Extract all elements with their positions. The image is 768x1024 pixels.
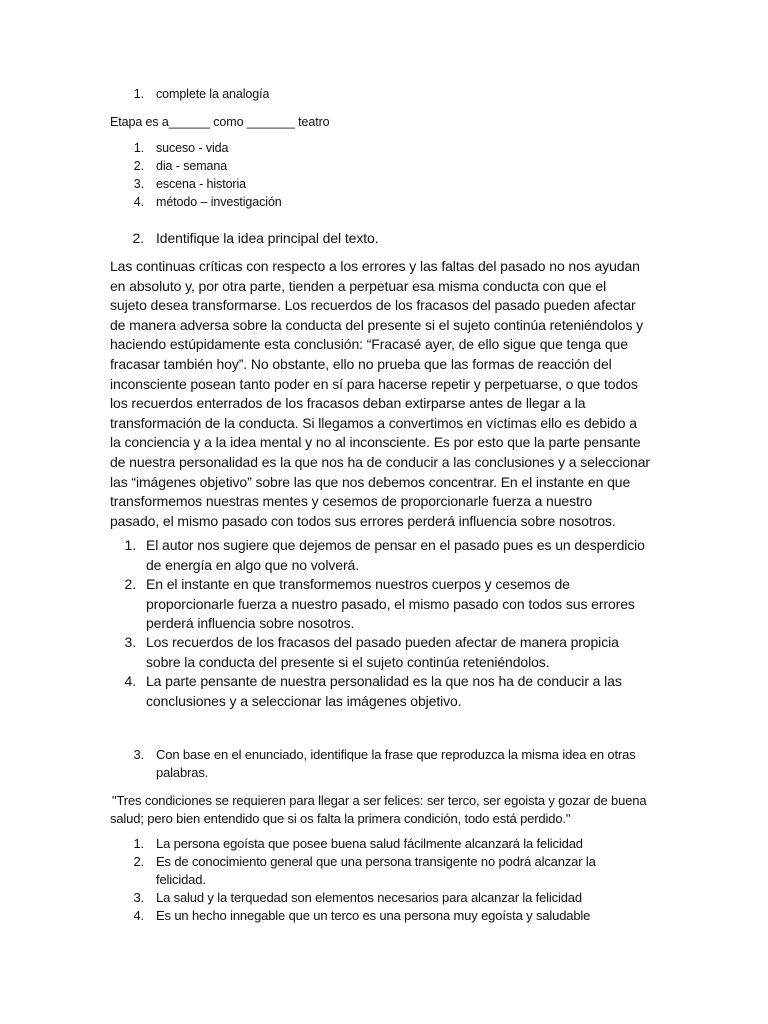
q2-option-line: proporcionarle fuerza a nuestro pasado, el mismo pasado con todos sus errores — [146, 596, 635, 612]
q3-option-number: 4. — [133, 908, 144, 923]
q2-option-number: 4. — [124, 673, 136, 689]
q2-instruction: Identifique la idea principal del texto. — [156, 230, 379, 246]
q1-option-text: dia - semana — [156, 159, 228, 173]
q1-option-number: 4. — [133, 195, 144, 209]
q1-option-number: 3. — [133, 177, 144, 191]
q2-option-line: conclusiones y a seleccionar las imágenes objetivo. — [146, 693, 462, 709]
q3-option-line: Es un hecho innegable que un terco es una persona muy egoísta y saludable — [156, 908, 591, 923]
q3-option-number: 3. — [133, 890, 144, 905]
passage-line: transformemos nuestras mentes y cesemos de proporcionarle fuerza a nuestro — [110, 493, 593, 510]
q1-option-text: suceso - vida — [156, 141, 229, 155]
q3-option-number: 2. — [133, 854, 144, 869]
q3-number: 3. — [133, 747, 144, 762]
q2-option-line: perderá influencia sobre nosotros. — [146, 615, 355, 631]
q2-option-line: La parte pensante de nuestra personalidad es la que nos ha de conducir a las — [146, 673, 622, 689]
passage-line: de manera adversa sobre la conducta del presente si el sujeto continúa reteniéndolos y — [110, 316, 644, 333]
passage-line: Las continuas críticas con respecto a los errores y las faltas del pasado no nos ayudan — [110, 258, 640, 274]
q2-option-line: Los recuerdos de los fracasos del pasado pueden afectar de manera propicia — [146, 634, 619, 650]
passage-line: sujeto desea transformarse. Los recuerdos de los fracasos del pasado pueden afectar — [110, 297, 636, 314]
passage-line: la conciencia y a la idea mental y no al inconsciente. Es por esto que la parte pensante — [110, 434, 641, 451]
q1-option-number: 1. — [133, 141, 144, 155]
q2-option-line: En el instante en que transformemos nuestros cuerpos y cesemos de — [146, 576, 570, 592]
q1-option-text: escena - historia — [156, 177, 247, 191]
q2-option-number: 2. — [124, 576, 136, 592]
q2-number: 2. — [132, 230, 144, 246]
q1-analogy: Etapa es a______ como _______ teatro — [110, 115, 330, 129]
q1-option-text: método – investigación — [156, 195, 282, 209]
q1-instruction: complete la analogía — [156, 87, 270, 101]
q3-instruction-line: Con base en el enunciado, identifique la frase que reproduzca la misma idea en otras — [156, 747, 636, 762]
passage-line: las “imágenes objetivo” sobre las que nos debemos concentrar. En el instante en que — [110, 473, 631, 490]
q2-option-number: 1. — [124, 537, 136, 553]
q2-option-line: sobre la conducta del presente si el sujeto continúa reteniéndolos. — [146, 654, 550, 670]
q2-option-line: El autor nos sugiere que dejemos de pensar en el pasado pues es un desperdicio — [146, 537, 645, 553]
q3-option-line: felicidad. — [156, 872, 206, 887]
passage-line: de nuestra personalidad es la que nos ha de conducir a las conclusiones y a seleccionar — [110, 453, 650, 470]
passage-line: fracasar también hoy”. No obstante, ello no prueba que las formas de reacción del — [110, 355, 612, 372]
q1-option-number: 2. — [133, 159, 144, 173]
q1-number: 1. — [133, 87, 144, 101]
q3-instruction-line: palabras. — [156, 765, 209, 780]
q3-quote-line: "Tres condiciones se requieren para llegar a ser felices: ser terco, ser egoista y gozar de buena — [112, 793, 647, 808]
passage-line: haciendo estúpidamente esta conclusión: “Fracasé ayer, de ello sigue que tenga que — [110, 336, 628, 353]
passage-line: inconsciente posean tanto poder en sí para hacerse repetir y perpetuarse, o que todos — [110, 375, 638, 392]
q3-option-number: 1. — [133, 836, 144, 851]
q2-option-line: de energía en algo que no volverá. — [146, 557, 359, 573]
q3-option-line: La salud y la terquedad son elementos necesarios para alcanzar la felicidad — [156, 890, 582, 905]
passage-line: los recuerdos enterrados de los fracasos deban extirparse antes de llegar a la — [110, 395, 586, 412]
passage-line: transformación de la conducta. Si llegamos a convertimos en víctimas ello es debido a — [110, 414, 637, 431]
q2-option-number: 3. — [124, 634, 136, 650]
passage-line: pasado, el mismo pasado con todos sus errores perderá influencia sobre nosotros. — [110, 512, 616, 529]
q2-passage — [110, 257, 670, 531]
q3-option-line: Es de conocimiento general que una persona transigente no podrá alcanzar la — [156, 854, 596, 869]
q3-quote-line: salud; pero bien entendido que si os falta la primera condición, todo está perdido." — [110, 811, 571, 826]
q3-option-line: La persona egoísta que posee buena salud fácilmente alcanzará la felicidad — [156, 836, 583, 851]
passage-line: en absoluto y, por otra parte, tienden a perpetuar esa misma conducta con que el — [110, 277, 607, 294]
